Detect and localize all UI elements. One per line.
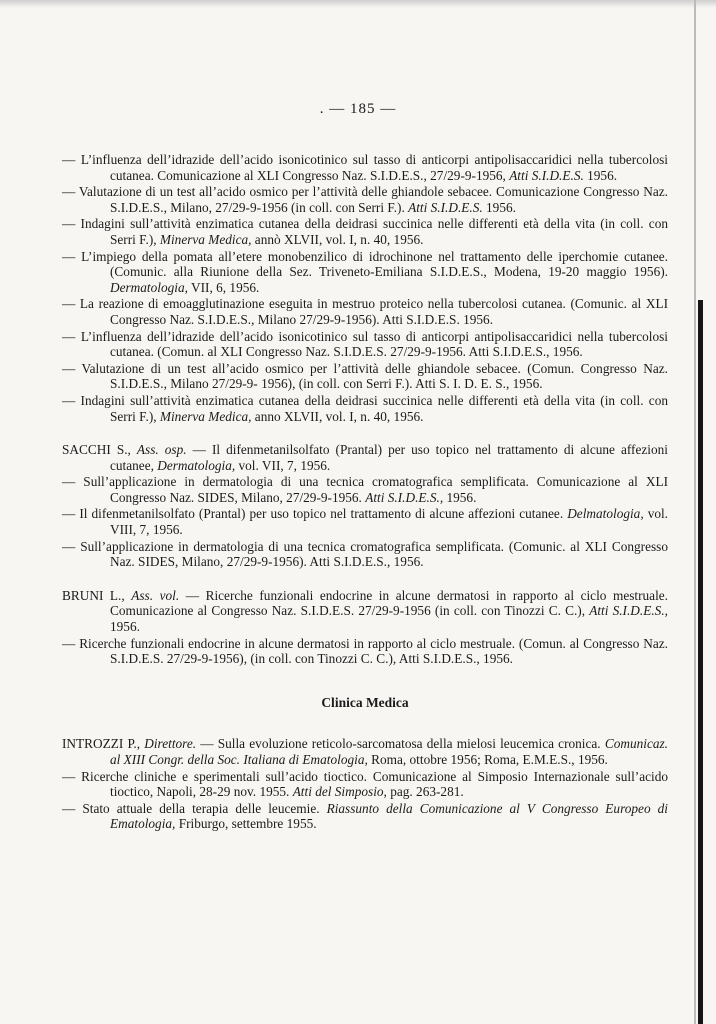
entry-text: SACCHI S., <box>62 442 137 458</box>
entry-text: — Ricerche funzionali endocrine in alcune dermatosi in rapporto al ciclo mestruale. Comunicazione al Congresso Naz. S.I.D.E.S. 27/29-9-1956 (in coll. con Tinozzi C. C.), <box>110 587 668 619</box>
author-group <box>62 588 668 667</box>
entry-text: BRUNI L., <box>62 587 132 603</box>
italic-citation: Minerva Medica, <box>159 231 252 247</box>
entry-text: — Il difenmetanilsolfato (Prantal) per uso topico nel trattamento di alcune affezioni cutanee, <box>110 442 668 473</box>
bibliography-entry <box>62 216 668 247</box>
entry-text: — Stato attuale della terapia delle leucemie. <box>62 800 327 816</box>
italic-citation: Riassunto della Comunicazione al V Congresso Europeo di Ematologia, <box>110 800 668 832</box>
entry-text: pag. 263-281. <box>386 784 464 800</box>
entry-text: — L’influenza dell’idrazide dell’acido isonicotinico sul tasso di anticorpi antipolisaccaridici nella tubercolosi cutanea. Comunicazione al XLI Congresso Naz. S.I.D.E.S., 27/29-9-1956, <box>62 152 668 183</box>
bibliography-entry <box>62 801 668 832</box>
bibliography-entry <box>62 474 668 505</box>
entry-text: — Sull’applicazione in dermatologia di una tecnica cromatografica semplificata. Comunicazione al XLI Congresso Naz. SIDES, Milano, 27/29-9-1956. <box>62 474 668 505</box>
italic-citation: Atti S.I.D.E.S. <box>509 167 584 183</box>
bibliography-entry <box>62 539 668 570</box>
bibliography-entry <box>62 329 668 360</box>
entry-text: — Indagini sull’attività enzimatica cutanea della deidrasi succinica nelle differenti età della vita (in coll. con Serri F.), <box>62 392 668 424</box>
scan-fold-line <box>694 0 696 1024</box>
entry-text: anno XLVII, vol. I, n. 40, 1956. <box>251 408 424 424</box>
italic-citation: Dermatologia, <box>110 279 188 295</box>
bibliography-entry <box>62 152 668 183</box>
bibliography-entry <box>62 393 668 424</box>
entry-text: — L’influenza dell’idrazide dell’acido isonicotinico sul tasso di anticorpi antipolisaccaridici nella tubercolosi cutanea. (Comun. al XLI Congresso Naz. S.I.D.E.S. 27/29-9-1956. Atti S.I.D.E.S., 1956. <box>62 328 668 360</box>
bibliography-entry <box>62 249 668 296</box>
bibliography-entry <box>62 736 668 767</box>
bibliography-groups <box>62 152 668 667</box>
bibliography-entry <box>62 296 668 327</box>
section-entries <box>62 736 668 832</box>
italic-citation: Dermatologia, <box>157 457 236 473</box>
bibliography-entry <box>62 588 668 635</box>
scan-top-edge <box>0 0 716 8</box>
entry-text: vol. VII, 7, 1956. <box>235 457 331 473</box>
italic-citation: Delmatologia, <box>567 506 644 522</box>
entry-text: — Il difenmetanilsolfato (Prantal) per uso topico nel trattamento di alcune affezioni cutanee. <box>62 506 568 522</box>
italic-citation: Atti del Simposio, <box>292 784 387 800</box>
entry-text: — Indagini sull’attività enzimatica cutanea della deidrasi succinica nelle differenti età della vita (in coll. con Serri F.), <box>62 216 668 247</box>
bibliography-entry <box>62 361 668 392</box>
italic-citation: Atti S.I.D.E.S., <box>365 489 444 505</box>
entry-text: 1956. <box>482 199 516 215</box>
italic-citation: Atti S.I.D.E.S., <box>589 603 668 619</box>
italic-citation: Atti S.I.D.E.S. <box>408 199 483 215</box>
italic-citation: Ass. osp. <box>136 442 187 458</box>
entry-text: VII, 6, 1956. <box>187 279 260 295</box>
entry-text: vol. VIII, 7, 1956. <box>110 506 669 538</box>
bibliography-entry <box>62 184 668 215</box>
entry-text: — Sull’applicazione in dermatologia di una tecnica cromatografica semplificata. (Comunic. al XLI Congresso Naz. SIDES, Milano, 27/29-9-1956). Atti S.I.D.E.S., 1956. <box>62 538 668 570</box>
author-group <box>62 152 668 424</box>
entry-text: 1956. <box>443 489 477 505</box>
bibliography-entry <box>62 769 668 800</box>
italic-citation: Direttore. <box>144 736 197 752</box>
author-group <box>62 442 668 570</box>
bibliography-entry <box>62 636 668 667</box>
bibliography-entry <box>62 442 668 473</box>
scan-right-edge <box>698 300 703 1024</box>
entry-text: — Ricerche cliniche e sperimentali sull’acido tioctico. Comunicazione al Simposio Internazionale sull’acido tioctico, Napoli, 28-29 nov. 1955. <box>62 768 668 800</box>
entry-text: — Sulla evoluzione reticolo-sarcomatosa della mielosi leucemica cronica. <box>196 736 605 752</box>
entry-text: annò XLVII, vol. I, n. 40, 1956. <box>251 231 424 247</box>
entry-text: INTROZZI P., <box>62 736 145 752</box>
entry-text: — La reazione di emoagglutinazione eseguita in mestruo proteico nella tubercolosi cutanea. (Comunic. al XLI Congresso Naz. S.I.D.E.S., Milano 27/29-9-1956). Atti S.I.D.E.S. 1956. <box>62 296 668 327</box>
entry-text: — Valutazione di un test all’acido osmico per l’attività delle ghiandole sebacee. (Comun. Congresso Naz. S.I.D.E.S., Milano 27/29-9- 1956), (in coll. con Serri F.). Atti S. I. D. E. S., 1956. <box>62 360 668 392</box>
italic-citation: Ass. vol. <box>131 587 180 603</box>
entry-text: Roma, ottobre 1956; Roma, E.M.E.S., 1956. <box>367 752 608 767</box>
entry-text: 1956. <box>110 619 140 635</box>
entry-text: — Ricerche funzionali endocrine in alcune dermatosi in rapporto al ciclo mestruale. (Comun. al Congresso Naz. S.I.D.E.S. 27/29-9-1956), (in coll. con Tinozzi C. C.), Atti S.I.D.E.S., 1956. <box>62 635 668 667</box>
entry-text: — Valutazione di un test all’acido osmico per l’attività delle ghiandole sebacee. Comunicazione Congresso Naz. S.I.D.E.S., Milano, 27/29-9-1956 (in coll. con Serri F.). <box>62 184 668 215</box>
page-number: . — 185 — <box>319 101 397 117</box>
bibliography-entry <box>62 506 668 537</box>
section-heading: Clinica Medica <box>321 694 409 710</box>
italic-citation: Minerva Medica, <box>159 408 252 424</box>
entry-text: Friburgo, settembre 1955. <box>175 816 317 832</box>
page-body <box>62 152 668 833</box>
italic-citation: Comunicaz. al XIII Congr. della Soc. Italiana di Ematologia, <box>110 736 668 767</box>
entry-text: — L’impiego della pomata all’etere monobenzilico di idrochinone nel trattamento delle iperchomie cutanee. (Comunic. alla Riunione della Sez. Triveneto-Emiliana S.I.D.E.S., Modena, 19-20 maggio 1956). <box>62 248 668 280</box>
entry-text: 1956. <box>583 167 618 183</box>
